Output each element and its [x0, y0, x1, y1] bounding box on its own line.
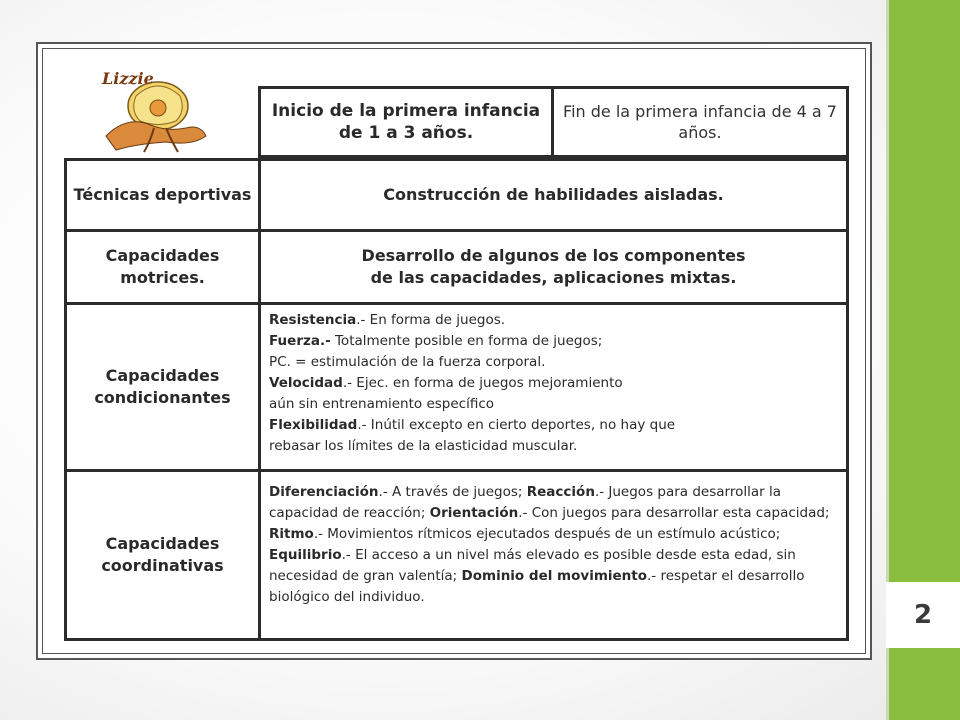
row-content-line2: de las capacidades, aplicaciones mixtas. [370, 268, 737, 287]
row-label-text: Capacidades condicionantes [94, 366, 231, 407]
row-label-text: Capacidades motrices. [105, 246, 220, 287]
row-content-tecnicas [258, 158, 849, 232]
row-label-text: Técnicas deportivas [73, 185, 252, 204]
list-item: Fuerza.- Totalmente posible en forma de juegos; [269, 333, 603, 349]
list-item: Velocidad.- Ejec. en forma de juegos mejoramiento [269, 375, 623, 391]
list-item: aún sin entrenamiento específico [269, 396, 495, 412]
row-content-text: Construcción de habilidades aisladas. [383, 185, 724, 204]
row-label-condicionantes [64, 302, 261, 472]
row-content-coordinativas: Diferenciación.- A través de juegos; Reacción.- Juegos para desarrollar la capacidad de reacción; Orientación.- Con juegos para desarrollar esta capacidad; Ritmo.- Movimientos rítmicos ejecutados después de un estímulo acústico; Equilibrio.- El acceso a un nivel más elevado es posible desde esta edad, sin necesidad de gran valentía; Dominio del movimiento.- respetar el desarrollo biológico del individuo. [258, 469, 849, 641]
list-item: PC. = estimulación de la fuerza corporal. [269, 354, 546, 370]
row-label-text: Capacidades coordinativas [101, 534, 224, 575]
list-item: Resistencia.- En forma de juegos. [269, 312, 506, 328]
row-content-motrices [258, 229, 849, 305]
header-col1 [258, 86, 554, 158]
row-label-coordinativas [64, 469, 261, 641]
header-col2-text: Fin de la primera infancia de 4 a 7 años. [563, 102, 837, 142]
header-col2 [551, 86, 849, 158]
list-item: rebasar los límites de la elasticidad muscular. [269, 438, 578, 454]
row-label-motrices [64, 229, 261, 305]
row-content-line1: Desarrollo de algunos de los componentes [361, 246, 746, 265]
row-content-condicionantes [258, 302, 849, 472]
row-label-tecnicas [64, 158, 261, 232]
header-col1-text: Inicio de la primera infancia de 1 a 3 años. [271, 101, 541, 143]
frilled-lizard-icon [96, 66, 216, 156]
list-item: Flexibilidad.- Inútil excepto en cierto deportes, no hay que [269, 417, 676, 433]
logo-text: Lizzie [102, 69, 154, 88]
page-number: 2 [886, 582, 960, 648]
